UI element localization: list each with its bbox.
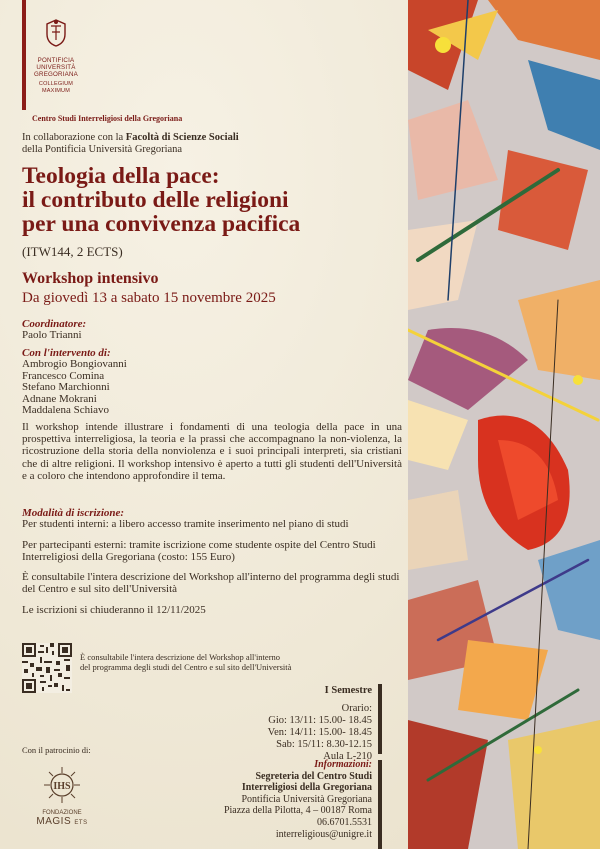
collaboration-note <box>22 132 239 156</box>
magis-name-text: MAGIS <box>36 816 72 827</box>
schedule-block <box>268 685 372 763</box>
speaker-name: Maddalena Schiavo <box>22 404 110 416</box>
sun-seal-icon <box>42 765 82 805</box>
logo-line: PONTIFICIA <box>37 57 75 64</box>
enrollment-label: Modalità di iscrizione: <box>22 507 125 519</box>
title-line: il contributo delle religioni <box>22 187 289 213</box>
speaker-name: Francesco Comina <box>22 369 105 382</box>
schedule-line: Gio: 13/11: 15.00- 18.45 <box>268 715 372 726</box>
speaker-name: Stefano Marchionni <box>22 381 110 393</box>
logo-line: COLLEGIUM <box>38 81 74 87</box>
enrollment-close: Le iscrizioni si chiuderanno il 12/11/2025 <box>22 603 206 616</box>
collab-line2: della Pontificia Università Gregoriana <box>22 144 183 155</box>
speaker-name: Adnane Mokrani <box>22 392 97 405</box>
info-email[interactable]: interreligious@unigre.it <box>275 828 372 840</box>
enrollment-external: Per partecipanti esterni: tramite iscrizione come studente ospite del Centro Studi Interreligiosi della Gregoriana (costo: 155 Euro) <box>22 538 376 563</box>
enrollment-block <box>22 507 402 626</box>
speakers-block <box>22 347 127 417</box>
speakers-label: Con l'intervento di: <box>22 347 111 359</box>
page-title <box>22 164 402 236</box>
collab-faculty: Facoltà di Scienze Sociali <box>125 132 239 143</box>
title-line: Teologia della pace: <box>22 163 220 189</box>
workshop-dates: Da giovedì 13 a sabato 15 novembre 2025 <box>22 290 276 306</box>
collab-prefix: In collaborazione con la <box>22 132 126 143</box>
qr-note-line: È consultabile l'intera descrizione del Workshop all'interno <box>80 652 281 662</box>
info-phone: 06.6701.5531 <box>317 816 372 828</box>
enrollment-internal: Per studenti interni: a libero accesso tramite inserimento nel piano di studi <box>22 518 349 530</box>
magis-logo <box>30 765 94 827</box>
info-title: Informazioni: <box>314 759 372 770</box>
magis-ets: ETS <box>74 820 88 826</box>
logo-line: GREGORIANA <box>34 71 78 78</box>
description: Il workshop intende illustrare i fondamenti di una teologia della pace in una prospettiva interreligiosa, la teoria e la prassi che accompagnano la non-violenza, la ricostruzione della storia della nonviolenza e i suoi principali interpreti, sia cristiani che di altre religioni. Il workshop intensivo è aperto a tutti gli studenti dell'Università e a coloro che intendono approfondire il tema. <box>22 421 402 482</box>
info-office: Interreligiosi della Gregoriana <box>241 782 372 794</box>
info-block <box>224 759 372 840</box>
magis-foundation: FONDAZIONE <box>42 810 82 816</box>
info-office: Segreteria del Centro Studi <box>255 770 372 782</box>
coordinator-name: Paolo Trianni <box>22 329 82 341</box>
patronage-label: Con il patrocinio di: <box>22 745 91 755</box>
course-code: (ITW144, 2 ECTS) <box>22 244 123 259</box>
workshop-label: Workshop intensivo <box>22 270 159 287</box>
schedule-line: Orario: <box>341 703 372 714</box>
university-logo <box>30 18 82 95</box>
divider-bar <box>378 760 382 849</box>
info-line: Piazza della Pilotta, 4 – 00187 Roma <box>223 805 372 817</box>
coordinator-block <box>22 318 86 342</box>
divider-bar <box>378 684 382 754</box>
qr-note-line: del programma degli studi del Centro e sul sito dell'Università <box>80 662 292 672</box>
qr-code[interactable] <box>22 643 72 693</box>
title-line: per una convivenza pacifica <box>22 211 301 237</box>
centre-name: Centro Studi Interreligiosi della Gregoriana <box>32 114 183 123</box>
schedule-line: Ven: 14/11: 15.00- 18.45 <box>267 727 372 738</box>
schedule-line: Sab: 15/11: 8.30-12.15 <box>276 739 372 750</box>
semester-title: I Semestre <box>324 685 372 696</box>
seal-text: IHS <box>53 781 71 792</box>
info-line: Pontificia Università Gregoriana <box>241 793 372 805</box>
logo-line: MAXIMUM <box>42 88 70 94</box>
speaker-name: Ambrogio Bongiovanni <box>22 358 127 370</box>
coordinator-label: Coordinatore: <box>22 318 87 330</box>
accent-bar <box>22 0 26 110</box>
magis-name <box>30 816 94 827</box>
qr-note <box>80 652 380 672</box>
logo-line: UNIVERSITÀ <box>36 64 76 71</box>
abstract-painting <box>408 0 600 849</box>
schedule-line: Aula L-210 <box>323 751 372 762</box>
enrollment-consult: È consultabile l'intera descrizione del Workshop all'interno del programma degli studi del Centro e sul sito dell'Università <box>22 571 400 596</box>
crest-icon <box>43 18 69 48</box>
